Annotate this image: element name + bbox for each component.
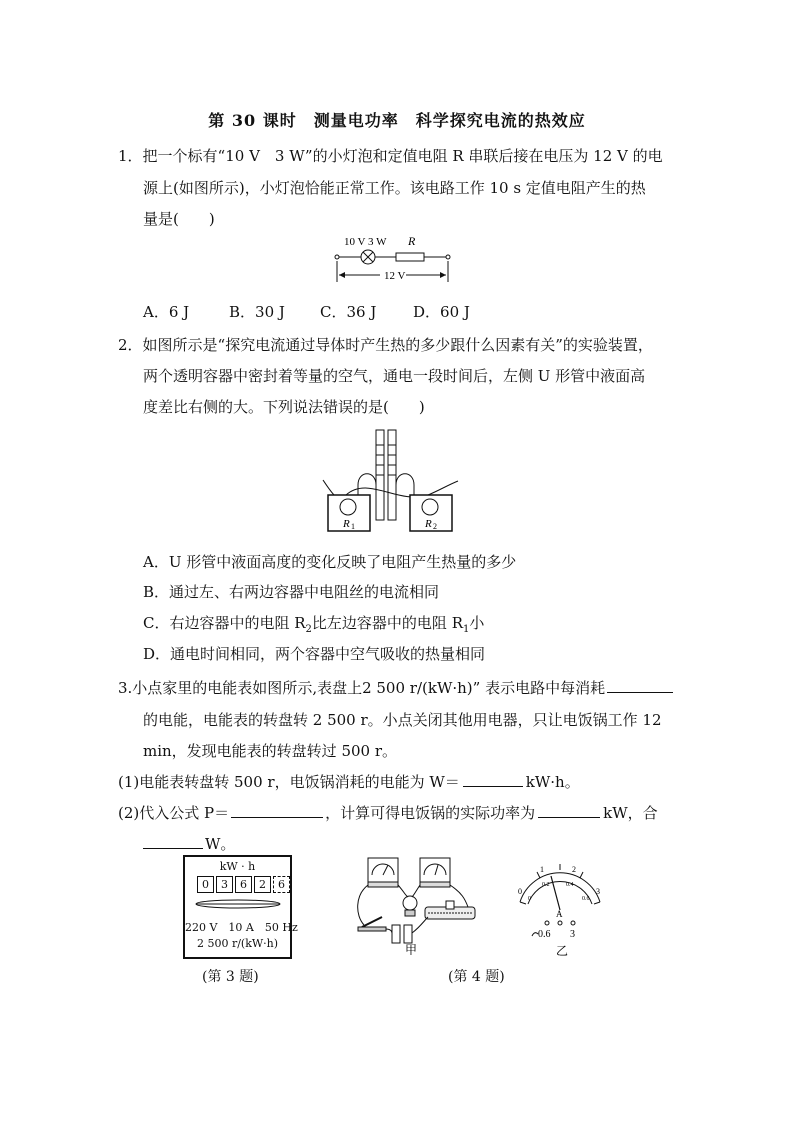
q3-sub2-cont: W。 [143, 833, 235, 854]
q3-blank-formula[interactable] [231, 803, 323, 818]
r2-label: R [425, 518, 432, 530]
tick-outer-0: 0 [518, 887, 522, 896]
meter-digit: 2 [254, 876, 271, 893]
voltage-label: 12 V [384, 270, 406, 282]
q1-circuit-figure [330, 232, 460, 287]
energy-meter-figure [183, 855, 298, 959]
range-high: 3 [570, 929, 575, 940]
q3-sub1: (1)电能表转盘转 500 r，电饭锅消耗的电能为 W＝ kW·h。 [118, 773, 580, 791]
q1-line3: 量是( ) [143, 210, 215, 228]
r2-subscript: 2 [433, 522, 437, 531]
tick-outer-1: 1 [540, 865, 544, 874]
q1-line1: 1．把一个标有“10 V 3 W”的小灯泡和定值电阻 R 串联后接在电压为 12 V 的电 [118, 147, 663, 165]
meter-digits [197, 876, 290, 893]
q3-blank-watt[interactable] [143, 834, 203, 849]
tick-inner-0: 0 [528, 896, 531, 902]
q3-line3: min，发现电能表的转盘转过 500 r。 [143, 742, 398, 760]
battery-icon [404, 925, 412, 943]
meter-digit: 3 [216, 876, 233, 893]
q2-option-a: A．U 形管中液面高度的变化反映了电阻产生热量的多少 [143, 553, 517, 571]
meter-disc-icon [193, 897, 283, 911]
q3-line2: 的电能，电能表的转盘转 2 500 r。小点关闭其他用电器，只让电饭锅工作 12 [143, 711, 662, 729]
q3-blank-energy[interactable] [607, 678, 673, 693]
q1-option-a: A．6 J [143, 303, 190, 321]
tick-inner-1: 0.2 [542, 882, 550, 888]
q2-line2: 两个透明容器中密封着等量的空气，通电一段时间后，左侧 U 形管中液面高 [143, 367, 646, 385]
page-title: 第 30 课时 测量电功率 科学探究电流的热效应 [208, 111, 586, 130]
q1-option-d: D．60 J [413, 303, 470, 321]
meter-spec: 220 V 10 A 50 Hz [185, 921, 298, 934]
r1-subscript: 1 [351, 522, 355, 531]
tick-inner-3: 0.6 [582, 896, 590, 902]
meter-digit: 6 [235, 876, 252, 893]
tick-outer-3: 3 [596, 887, 600, 896]
switch-icon [362, 917, 382, 927]
range-low: 0.6 [538, 929, 551, 940]
r1-label: R [343, 518, 350, 530]
q3-blank-w[interactable] [463, 772, 523, 787]
q3-sub2: (2)代入公式 P＝ ，计算可得电饭锅的实际功率为 kW，合 [118, 804, 658, 822]
q2-apparatus-figure [318, 425, 468, 537]
meter-unit: kW · h [219, 860, 256, 873]
ammeter-unit: A [556, 909, 563, 919]
ammeter-icon [420, 858, 450, 882]
meter-digit-decimal: 6 [273, 876, 290, 893]
fig4-caption: (第 4 题) [448, 969, 505, 985]
q2-option-d: D．通电时间相同，两个容器中空气吸收的热量相同 [143, 645, 486, 663]
q3-line1: 3.小点家里的电能表如图所示,表盘上2 500 r/(kW·h)” 表示电路中每消耗 [118, 677, 673, 698]
q2-line1: 2．如图所示是“探究电流通过导体时产生热的多少跟什么因素有关”的实验装置， [118, 336, 653, 354]
voltmeter-icon [368, 858, 398, 882]
meter-rate: 2 500 r/(kW·h) [196, 937, 279, 950]
lamp-label: 10 V 3 W [344, 236, 387, 248]
q2-option-b: B．通过左、右两边容器中电阻丝的电流相同 [143, 583, 440, 601]
bulb-icon [403, 896, 417, 910]
q3-blank-kw[interactable] [538, 803, 600, 818]
q1-option-c: C．36 J [320, 303, 377, 321]
resistor-icon [396, 253, 424, 261]
q1-line2: 源上(如图所示)，小灯泡恰能正常工作。该电路工作 10 s 定值电阻产生的热 [143, 179, 646, 197]
battery-icon [392, 925, 400, 943]
fig4-jia-apparatus [350, 855, 480, 955]
q2-line3: 度差比右侧的大。下列说法错误的是( ) [143, 398, 425, 416]
q2-option-c: C．右边容器中的电阻 $R_2$比左边容器中的电阻 $R_1$小 [143, 614, 485, 635]
fig4-yi-ammeter-dial [510, 860, 610, 960]
tick-outer-2: 2 [572, 865, 576, 874]
fig4-yi-label: 乙 [556, 944, 569, 958]
resistor-label: R [408, 234, 416, 248]
q1-option-b: B．30 J [229, 303, 285, 321]
fig3-caption: (第 3 题) [202, 969, 259, 985]
tick-inner-2: 0.4 [566, 882, 574, 888]
fig4-jia-label: 甲 [405, 943, 418, 955]
meter-digit: 0 [197, 876, 214, 893]
